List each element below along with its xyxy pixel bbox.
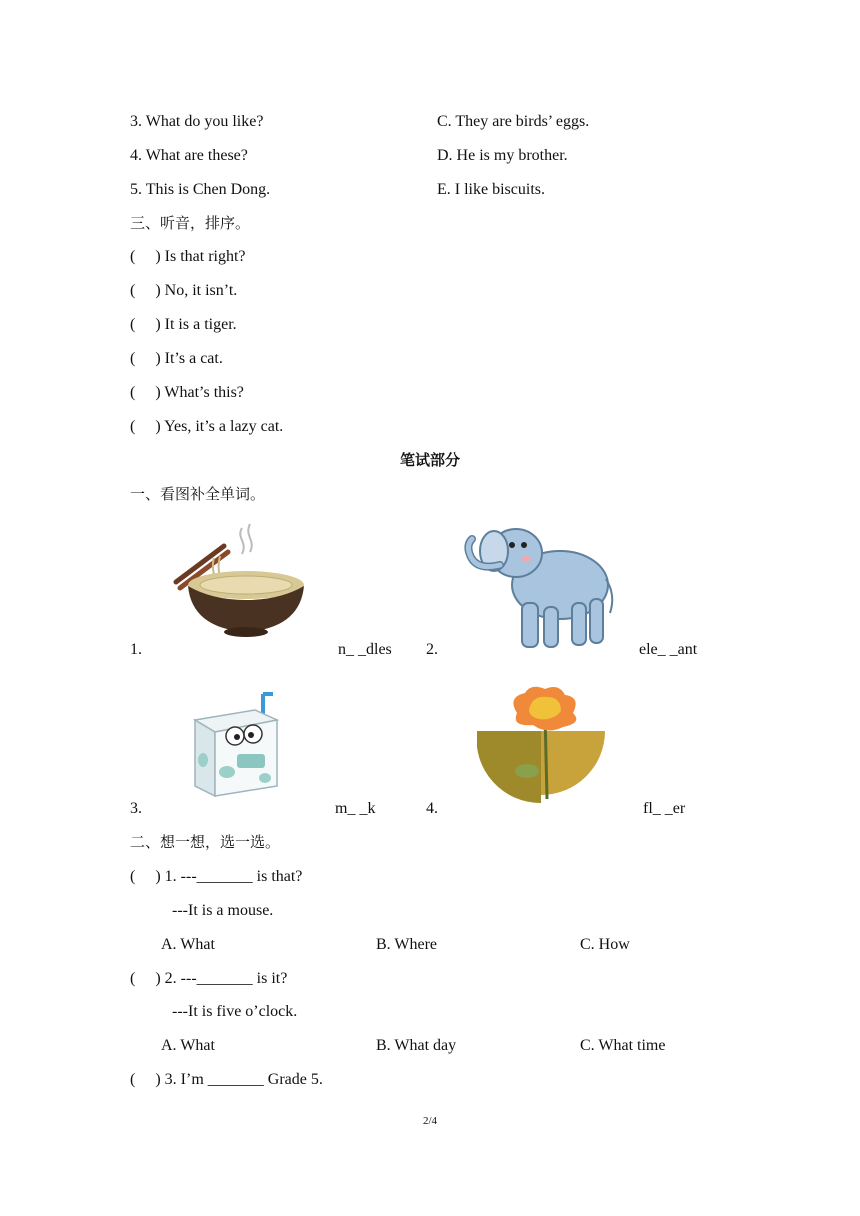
listen-item: ( ) It is a tiger. bbox=[130, 316, 237, 333]
noodles-bowl-icon bbox=[170, 520, 310, 640]
option-b: B. Where bbox=[376, 936, 438, 953]
question-stem: ( ) 3. I’m _______ Grade 5. bbox=[130, 1071, 323, 1088]
question-answer: ---It is five o’clock. bbox=[172, 1003, 298, 1020]
item-number: 1. bbox=[130, 641, 142, 658]
listen-item: ( ) Is that right? bbox=[130, 248, 246, 265]
listen-item: ( ) It’s a cat. bbox=[130, 350, 223, 367]
listen-item: ( ) What’s this? bbox=[130, 384, 244, 401]
written2-heading: 二、想一想，选一选。 bbox=[130, 833, 281, 851]
matching-left-4: 4. What are these? bbox=[130, 147, 248, 164]
written-part-title: 笔试部分 bbox=[399, 451, 460, 469]
option-a: A. What bbox=[161, 936, 215, 953]
question-stem: ( ) 1. ---_______ is that? bbox=[130, 868, 303, 885]
option-c: C. What time bbox=[580, 1037, 666, 1054]
listen-item: ( ) No, it isn’t. bbox=[130, 282, 238, 299]
milk-word: m_ _k bbox=[335, 800, 376, 817]
page-number: 2/4 bbox=[422, 1115, 438, 1127]
matching-right-e: E. I like biscuits. bbox=[437, 181, 545, 198]
item-number: 2. bbox=[426, 641, 438, 658]
elephant-icon bbox=[460, 515, 620, 655]
item-number: 3. bbox=[130, 800, 142, 817]
matching-left-3: 3. What do you like? bbox=[130, 113, 264, 130]
section3-heading: 三、听音，排序。 bbox=[130, 214, 251, 232]
question-answer: ---It is a mouse. bbox=[172, 902, 274, 919]
option-a: A. What bbox=[161, 1037, 215, 1054]
matching-right-d: D. He is my brother. bbox=[437, 147, 568, 164]
noodles-word: n_ _dles bbox=[338, 641, 392, 658]
milk-carton-icon bbox=[185, 690, 285, 800]
matching-left-5: 5. This is Chen Dong. bbox=[130, 181, 271, 198]
option-c: C. How bbox=[580, 936, 630, 953]
flower-icon bbox=[477, 683, 607, 803]
matching-right-c: C. They are birds’ eggs. bbox=[437, 113, 590, 130]
listen-item: ( ) Yes, it’s a lazy cat. bbox=[130, 418, 284, 435]
question-stem: ( ) 2. ---_______ is it? bbox=[130, 970, 288, 987]
option-b: B. What day bbox=[376, 1037, 457, 1054]
elephant-word: ele_ _ant bbox=[639, 641, 698, 658]
written1-heading: 一、看图补全单词。 bbox=[130, 485, 266, 503]
flower-word: fl_ _er bbox=[643, 800, 686, 817]
item-number: 4. bbox=[426, 800, 438, 817]
